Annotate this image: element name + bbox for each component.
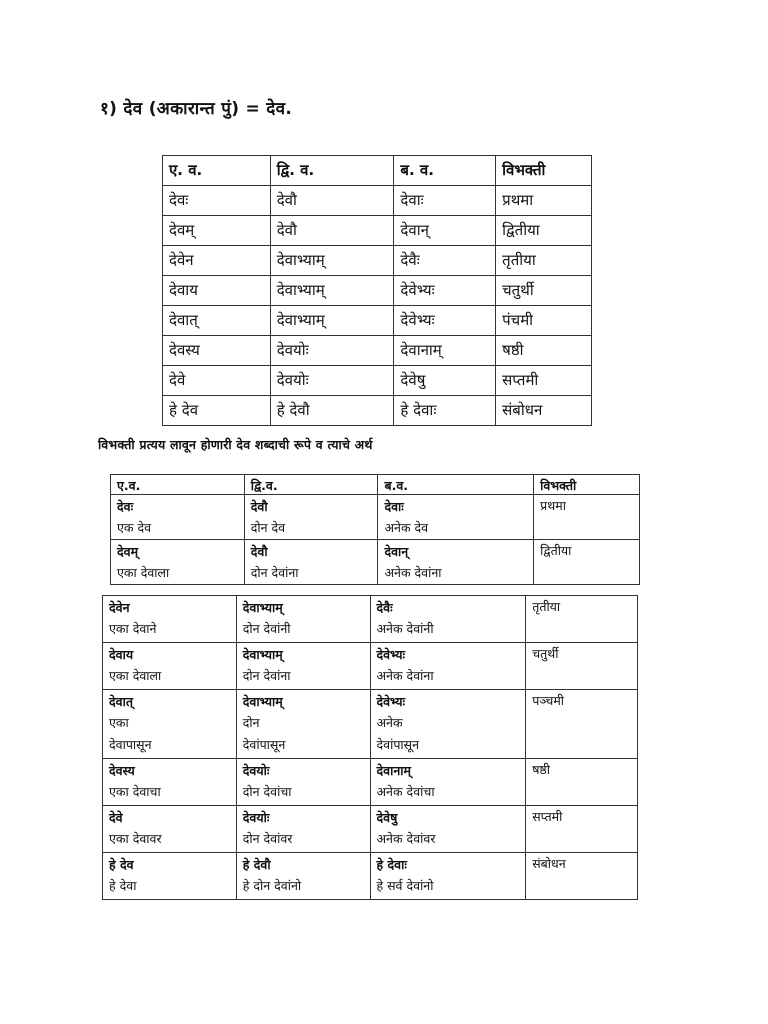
word-form: देवान् — [384, 544, 409, 559]
meaning-row — [103, 643, 638, 690]
word-form: देवानाम् — [376, 763, 411, 778]
form-cell — [236, 853, 370, 900]
word-meaning: दोन देवांना — [250, 565, 299, 580]
singular-form: देवे — [163, 366, 271, 396]
declension-table — [162, 155, 592, 426]
header-dual: द्वि. व. — [270, 156, 394, 186]
case-name: तृतीया — [526, 596, 638, 643]
word-meaning: अनेक देवांचा — [376, 784, 435, 799]
word-form: हे देवाः — [376, 857, 407, 872]
singular-form: देवस्य — [163, 336, 271, 366]
declension-row — [163, 306, 592, 336]
form-cell — [378, 540, 534, 585]
word-form: देवेभ्यः — [376, 647, 406, 662]
page-heading: १) देव (अकारान्त पुं) = देव. — [100, 99, 293, 119]
word-form: देवम् — [117, 544, 139, 559]
word-meaning: एका — [109, 715, 129, 730]
case-name: चतुर्थी — [496, 276, 592, 306]
singular-form: देवात् — [163, 306, 271, 336]
form-cell — [370, 643, 526, 690]
form-cell — [103, 759, 237, 806]
dual-form: देवौ — [270, 216, 394, 246]
declension-row — [163, 366, 592, 396]
declension-row — [163, 276, 592, 306]
word-meaning: देवापासून — [109, 737, 152, 752]
case-name: प्रथमा — [534, 495, 640, 540]
case-name: संबोधन — [526, 853, 638, 900]
declension-header-row — [163, 156, 592, 186]
header-singular: ए. व. — [163, 156, 271, 186]
case-name: संबोधन — [496, 396, 592, 426]
form-cell — [236, 690, 370, 759]
case-name: द्वितीया — [534, 540, 640, 585]
word-meaning: एका देवाला — [109, 668, 162, 683]
word-form: हे देव — [109, 857, 134, 872]
word-meaning: एका देवावर — [109, 831, 162, 846]
word-meaning: एका देवाने — [109, 621, 157, 636]
meaning-row — [111, 495, 640, 540]
word-meaning: अनेक — [376, 715, 403, 730]
declension-row — [163, 186, 592, 216]
meanings-caption: विभक्ती प्रत्यय लावून होणारी देव शब्दाची रूपे व त्याचे अर्थ — [98, 437, 373, 452]
word-meaning: एक देव — [117, 520, 152, 535]
header-dual: द्वि.व. — [244, 475, 378, 495]
plural-form: देवैः — [394, 246, 496, 276]
form-cell — [111, 495, 245, 540]
dual-form: देवयोः — [270, 336, 394, 366]
header-plural: ब.व. — [378, 475, 534, 495]
plural-form: देवेषु — [394, 366, 496, 396]
word-meaning: हे दोन देवांनो — [242, 878, 302, 893]
header-plural: ब. व. — [394, 156, 496, 186]
plural-form: देवाः — [394, 186, 496, 216]
word-meaning: एका देवाला — [117, 565, 170, 580]
word-meaning: अनेक देवांना — [384, 565, 442, 580]
word-meaning: दोन देवांचा — [242, 784, 292, 799]
case-name: तृतीया — [496, 246, 592, 276]
word-form: देवेन — [109, 600, 130, 615]
word-meaning: अनेक देवांवर — [376, 831, 436, 846]
word-meaning: अनेक देवांना — [376, 668, 434, 683]
case-name: द्वितीया — [496, 216, 592, 246]
form-cell — [370, 853, 526, 900]
meaning-row — [103, 853, 638, 900]
word-meaning: हे देवा — [109, 878, 137, 893]
form-cell — [236, 759, 370, 806]
plural-form: हे देवाः — [394, 396, 496, 426]
word-form: देवे — [109, 810, 123, 825]
declension-row — [163, 216, 592, 246]
dual-form: देवाभ्याम् — [270, 276, 394, 306]
singular-form: देवः — [163, 186, 271, 216]
meaning-row — [103, 690, 638, 759]
meanings-header-row — [111, 475, 640, 495]
word-form: हे देवौ — [242, 857, 271, 872]
declension-row — [163, 396, 592, 426]
word-meaning: हे सर्व देवांनो — [376, 878, 434, 893]
dual-form: हे देवौ — [270, 396, 394, 426]
word-form: देवयोः — [242, 763, 270, 778]
case-name: प्रथमा — [496, 186, 592, 216]
word-form: देवेषु — [376, 810, 398, 825]
word-meaning: देवांपासून — [376, 737, 420, 752]
word-form: देवाय — [109, 647, 134, 662]
case-name: सप्तमी — [526, 806, 638, 853]
form-cell — [370, 806, 526, 853]
case-name: पञ्चमी — [526, 690, 638, 759]
case-name: पंचमी — [496, 306, 592, 336]
form-cell — [103, 806, 237, 853]
dual-form: देवयोः — [270, 366, 394, 396]
form-cell — [370, 690, 526, 759]
form-cell — [244, 540, 378, 585]
form-cell — [244, 495, 378, 540]
form-cell — [236, 806, 370, 853]
dual-form: देवाभ्याम् — [270, 246, 394, 276]
word-meaning: दोन — [242, 715, 260, 730]
form-cell — [103, 853, 237, 900]
meanings-table-part2 — [102, 595, 638, 900]
form-cell — [370, 596, 526, 643]
word-form: देवाः — [384, 499, 404, 514]
meaning-row — [111, 540, 640, 585]
dual-form: देवाभ्याम् — [270, 306, 394, 336]
singular-form: देवाय — [163, 276, 271, 306]
word-form: देवैः — [376, 600, 393, 615]
form-cell — [103, 596, 237, 643]
word-meaning: देवांपासून — [242, 737, 286, 752]
word-form: देवात् — [109, 694, 133, 709]
word-meaning: दोन देव — [250, 520, 286, 535]
case-name: षष्ठी — [496, 336, 592, 366]
word-meaning: अनेक देवांनी — [376, 621, 434, 636]
form-cell — [236, 643, 370, 690]
case-name: चतुर्थी — [526, 643, 638, 690]
form-cell — [111, 540, 245, 585]
singular-form: देवेन — [163, 246, 271, 276]
dual-form: देवौ — [270, 186, 394, 216]
meaning-row — [103, 806, 638, 853]
form-cell — [103, 690, 237, 759]
word-meaning: अनेक देव — [384, 520, 429, 535]
word-form: देवौ — [250, 499, 268, 514]
singular-form: देवम् — [163, 216, 271, 246]
meaning-row — [103, 759, 638, 806]
singular-form: हे देव — [163, 396, 271, 426]
header-case: विभक्ती — [534, 475, 640, 495]
word-form: देवेभ्यः — [376, 694, 406, 709]
form-cell — [236, 596, 370, 643]
case-name: षष्ठी — [526, 759, 638, 806]
word-meaning: दोन देवांना — [242, 668, 291, 683]
case-name: सप्तमी — [496, 366, 592, 396]
word-form: देवः — [117, 499, 134, 514]
word-form: देवयोः — [242, 810, 270, 825]
plural-form: देवान् — [394, 216, 496, 246]
meaning-row — [103, 596, 638, 643]
form-cell — [103, 643, 237, 690]
form-cell — [378, 495, 534, 540]
word-form: देवाभ्याम् — [242, 647, 283, 662]
word-meaning: दोन देवांवर — [242, 831, 293, 846]
word-form: देवाभ्याम् — [242, 694, 283, 709]
plural-form: देवेभ्यः — [394, 306, 496, 336]
word-form: देवाभ्याम् — [242, 600, 283, 615]
header-singular: ए.व. — [111, 475, 245, 495]
meanings-table-part1 — [110, 474, 640, 585]
declension-row — [163, 336, 592, 366]
header-case: विभक्ती — [496, 156, 592, 186]
plural-form: देवानाम् — [394, 336, 496, 366]
plural-form: देवेभ्यः — [394, 276, 496, 306]
word-meaning: एका देवाचा — [109, 784, 161, 799]
declension-row — [163, 246, 592, 276]
word-form: देवौ — [250, 544, 268, 559]
word-meaning: दोन देवांनी — [242, 621, 291, 636]
word-form: देवस्य — [109, 763, 135, 778]
form-cell — [370, 759, 526, 806]
